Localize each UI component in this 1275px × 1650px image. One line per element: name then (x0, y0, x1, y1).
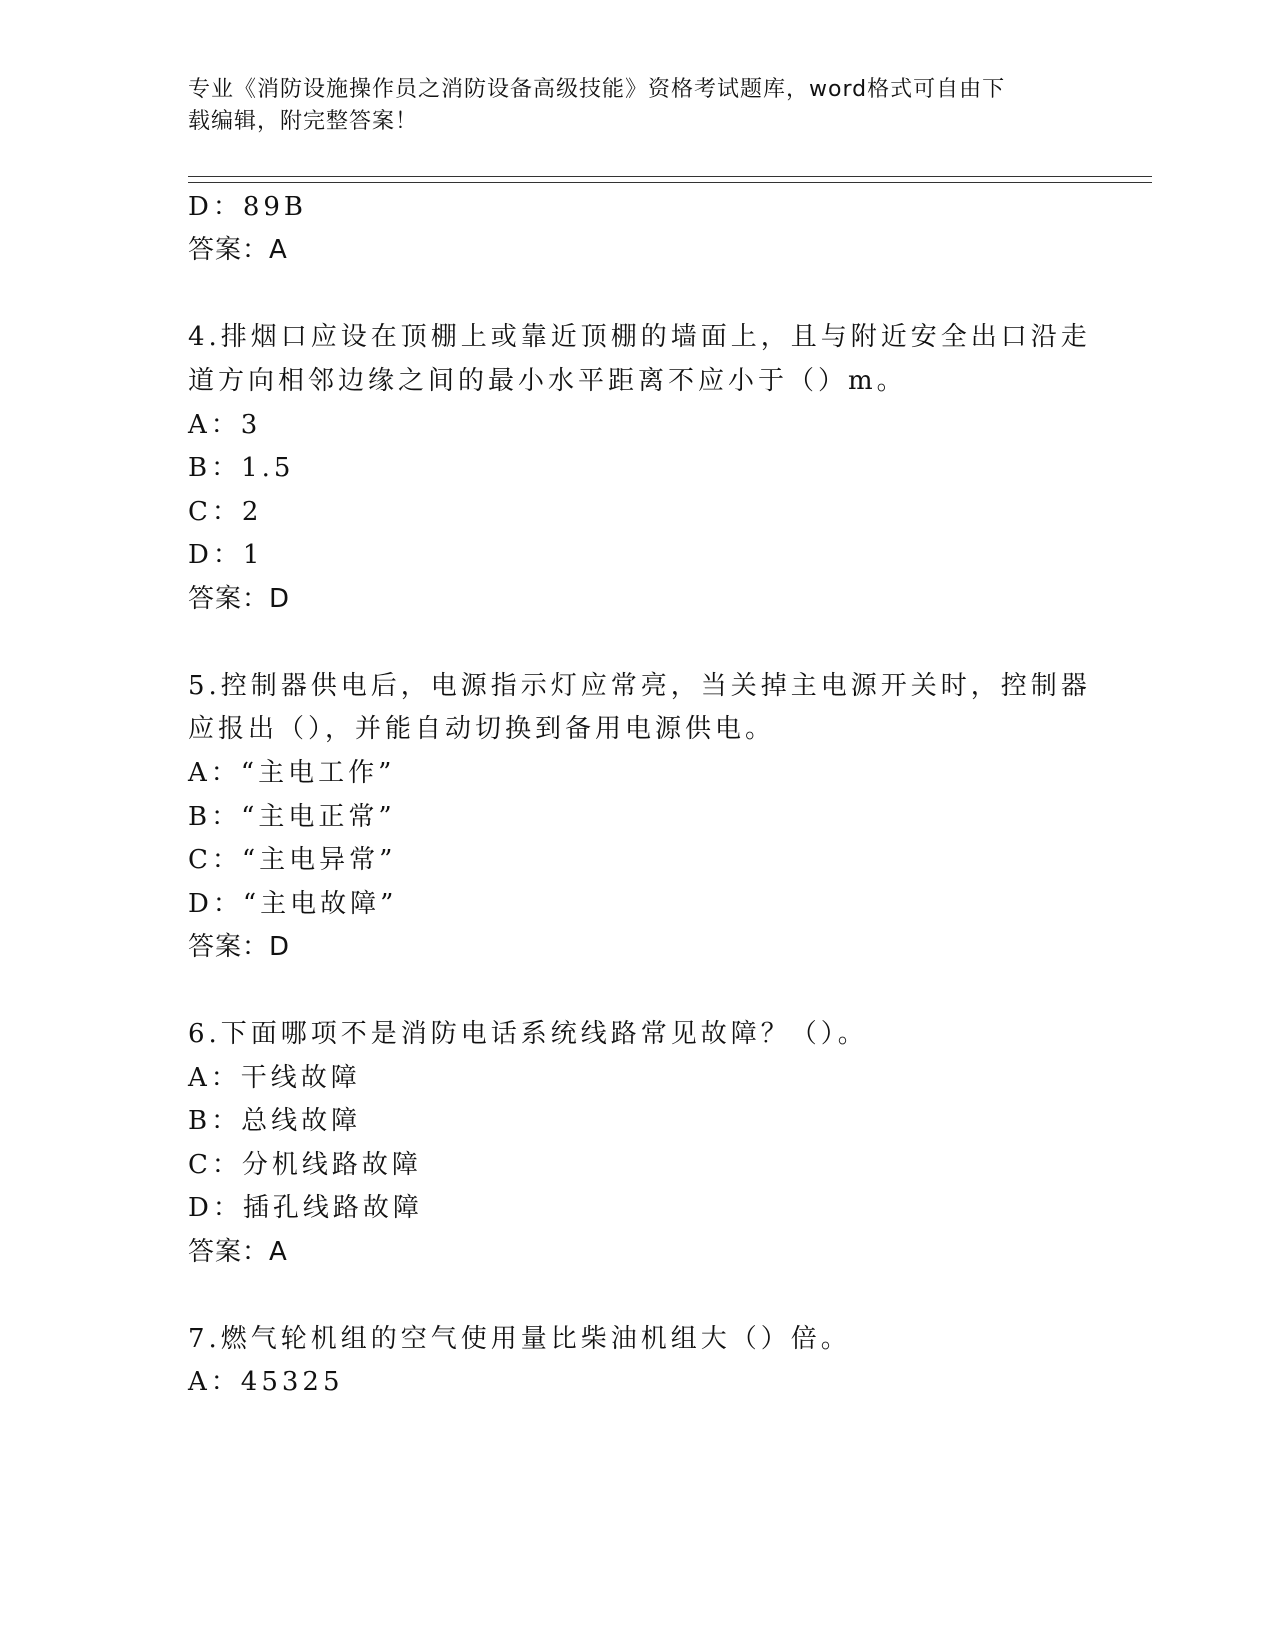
q6-question: 6.下面哪项不是消防电话系统线路常见故障？（）。 (188, 1019, 868, 1049)
q6-answer: 答案：A (188, 1237, 288, 1267)
q4-option-d: D：1 (188, 540, 264, 570)
q6-option-b: B：总线故障 (188, 1106, 362, 1136)
document-header (188, 74, 1068, 138)
q5-option-b: B：“主电正常” (188, 802, 396, 832)
header-line-1: 专业《消防设施操作员之消防设备高级技能》资格考试题库，word格式可自由下 (188, 77, 1006, 102)
q7-question: 7.燃气轮机组的空气使用量比柴油机组大（）倍。 (188, 1324, 851, 1354)
q4-question-line-1: 4.排烟口应设在顶棚上或靠近顶棚的墙面上，且与附近安全出口沿走 (188, 322, 1091, 352)
q6-option-c: C：分机线路故障 (188, 1150, 422, 1180)
q4-question-line-2: 道方向相邻边缘之间的最小水平距离不应小于（）m。 (188, 366, 907, 396)
q4-option-b: B：1.5 (188, 453, 295, 483)
q6-option-d: D：插孔线路故障 (188, 1193, 423, 1223)
q5-option-a: A：“主电工作” (188, 758, 396, 788)
q5-question-line-1: 5.控制器供电后，电源指示灯应常亮，当关掉主电源开关时，控制器 (188, 671, 1091, 701)
q3-option-d: D：89B (188, 192, 308, 222)
q4-option-c: C：2 (188, 497, 263, 527)
q4-answer: 答案：D (188, 584, 291, 614)
q5-option-c: C：“主电异常” (188, 845, 397, 875)
q5-question-line-2: 应报出（），并能自动切换到备用电源供电。 (188, 714, 776, 744)
header-line-2: 载编辑，附完整答案！ (188, 109, 419, 134)
q5-option-d: D：“主电故障” (188, 889, 398, 919)
q3-answer: 答案：A (188, 235, 288, 265)
header-rule-top (188, 176, 1152, 177)
q4-option-a: A：3 (188, 410, 262, 440)
q7-option-a: A：45325 (188, 1367, 344, 1397)
q6-option-a: A：干线故障 (188, 1063, 361, 1093)
q5-answer: 答案：D (188, 932, 291, 962)
header-rule-bottom (188, 182, 1152, 183)
